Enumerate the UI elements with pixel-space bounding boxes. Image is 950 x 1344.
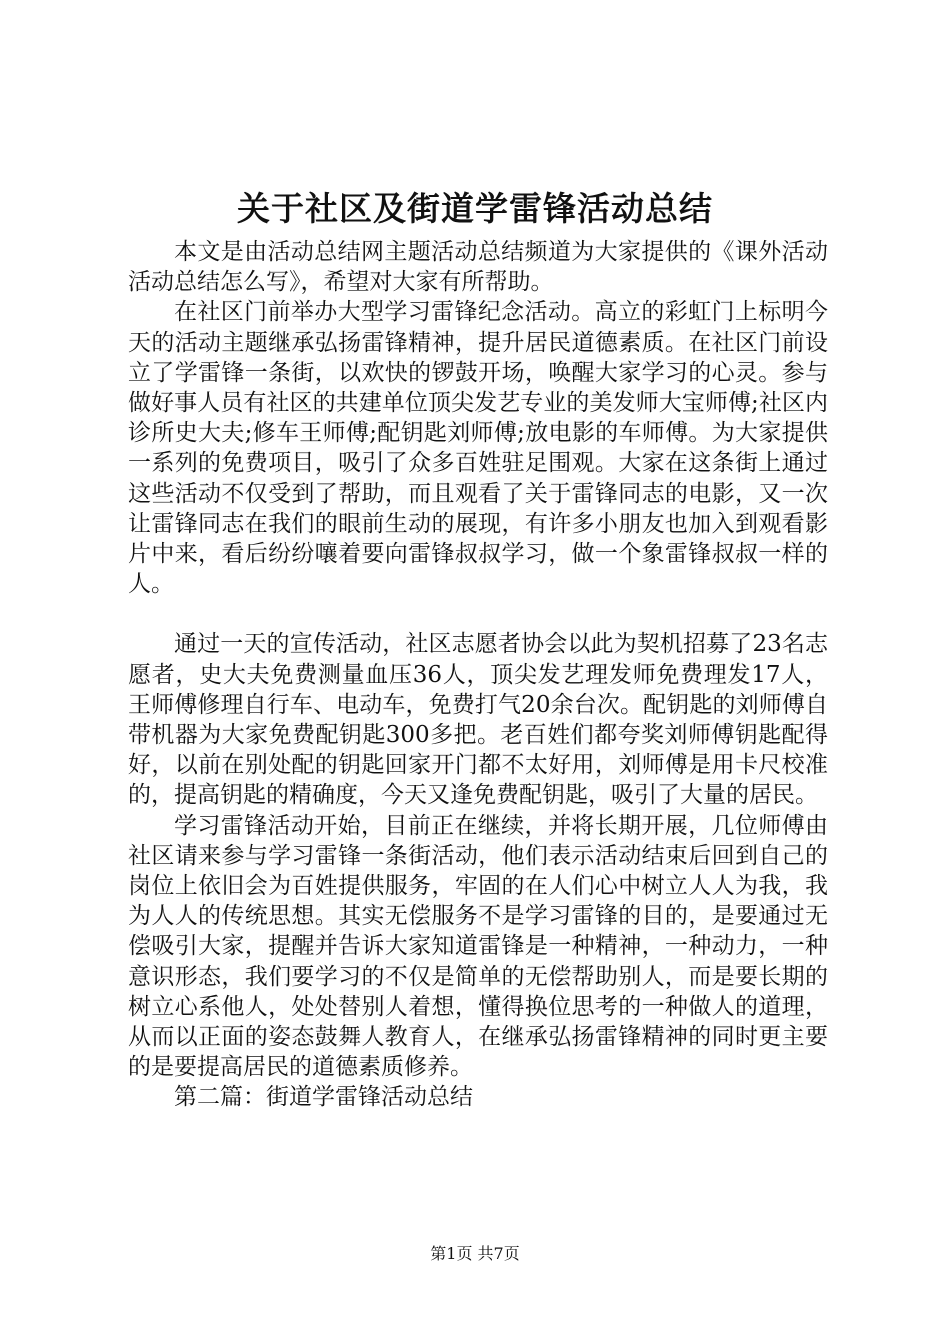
intro-paragraph: 本文是由活动总结网主题活动总结频道为大家提供的《课外活动活动总结怎么写》，希望对大家有所帮助。 <box>128 239 828 296</box>
conclusion-paragraph: 学习雷锋活动开始，目前正在继续，并将长期开展，几位师傅由社区请来参与学习雷锋一条街活动，他们表示活动结束后回到自己的岗位上依旧会为百姓提供服务，牢固的在人们心中树立人人为我，我为人人的传统思想。其实无偿服务不是学习雷锋的目的，是要通过无偿吸引大家，提醒并告诉大家知道雷锋是一种精神，一种动力，一种意识形态，我们要学习的不仅是简单的无偿帮助别人，而是要长期的树立心系他人，处处替别人着想，懂得换位思考的一种做人的道理，从而以正面的姿态鼓舞人教育人，在继承弘扬雷锋精神的同时更主要的是要提高居民的道德素质修养。 <box>128 812 828 1081</box>
page-number: 第1页 共7页 <box>430 1244 520 1263</box>
results-paragraph: 通过一天的宣传活动，社区志愿者协会以此为契机招募了23名志愿者，史大夫免费测量血压36人，顶尖发艺理发师免费理发17人，王师傅修理自行车、电动车，免费打气20余台次。配钥匙的刘师傅自带机器为大家免费配钥匙300多把。老百姓们都夸奖刘师傅钥匙配得好，以前在别处配的钥匙回家开门都不太好用，刘师傅是用卡尺校准的，提高钥匙的精确度，今天又逢免费配钥匙，吸引了大量的居民。 <box>128 631 828 809</box>
activity-paragraph: 在社区门前举办大型学习雷锋纪念活动。高立的彩虹门上标明今天的活动主题继承弘扬雷锋精神，提升居民道德素质。在社区门前设立了学雷锋一条街，以欢快的锣鼓开场，唤醒大家学习的心灵。参与做好事人员有社区的共建单位顶尖发艺专业的美发师大宝师傅;社区内诊所史大夫;修车王师傅;配钥匙刘师傅;放电影的车师傅。为大家提供一系列的免费项目，吸引了众多百姓驻足围观。大家在这条街上通过这些活动不仅受到了帮助，而且观看了关于雷锋同志的电影，又一次让雷锋同志在我们的眼前生动的展现，有许多小朋友也加入到观看影片中来，看后纷纷嚷着要向雷锋叔叔学习，做一个象雷锋叔叔一样的人。 <box>128 299 828 598</box>
section-heading: 第二篇：街道学雷锋活动总结 <box>174 1084 473 1111</box>
document-title: 关于社区及街道学雷锋活动总结 <box>237 189 713 228</box>
document-body <box>128 237 828 1113</box>
